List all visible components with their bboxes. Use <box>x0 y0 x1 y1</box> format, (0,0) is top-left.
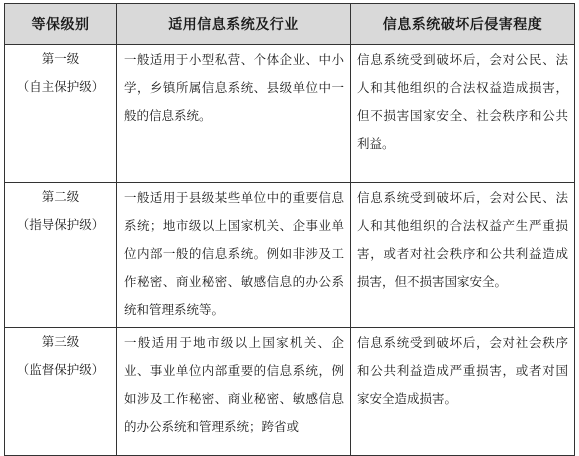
level-cell <box>5 183 117 328</box>
scope-cell: 一般适用于地市级以上国家机关、企业、事业单位内部重要的信息系统，例如涉及工作秘密、商业秘密、敏感信息的办公系统和管理系统；跨省或 <box>117 328 351 456</box>
level-note: （指导保护级） <box>16 217 105 232</box>
header-scope: 适用信息系统及行业 <box>117 4 351 45</box>
level-name: 第二级 <box>41 189 80 204</box>
scope-cell: 一般适用于小型私营、个体企业、中小学，乡镇所属信息系统、县级单位中一般的信息系统。 <box>117 45 351 183</box>
scope-cell: 一般适用于县级某些单位中的重要信息系统；地市级以上国家机关、企事业单位内部一般的信息系统。例如非涉及工作秘密、商业秘密、敏感信息的办公系统和管理系统等。 <box>117 183 351 328</box>
table-row <box>5 45 575 183</box>
table-row <box>5 328 575 456</box>
harm-cell: 信息系统受到破坏后，会对社会秩序和公共利益造成严重损害，或者对国家安全造成损害。 <box>351 328 575 456</box>
level-cell <box>5 328 117 456</box>
harm-cell: 信息系统受到破坏后，会对公民、法人和其他组织的合法权益造成损害，但不损害国家安全、社会秩序和公共利益。 <box>351 45 575 183</box>
level-cell <box>5 45 117 183</box>
header-harm: 信息系统破坏后侵害程度 <box>351 4 575 45</box>
level-name: 第三级 <box>41 334 80 349</box>
level-note: （监督保护级） <box>16 362 105 377</box>
table-header-row <box>5 4 575 45</box>
table-row <box>5 183 575 328</box>
protection-level-table <box>4 3 575 456</box>
header-level: 等保级别 <box>5 4 117 45</box>
harm-cell: 信息系统受到破坏后，会对公民、法人和其他组织的合法权益产生严重损害，或者对社会秩序和公共利益造成损害，但不损害国家安全。 <box>351 183 575 328</box>
level-note: （自主保护级） <box>16 79 105 94</box>
level-name: 第一级 <box>41 51 80 66</box>
